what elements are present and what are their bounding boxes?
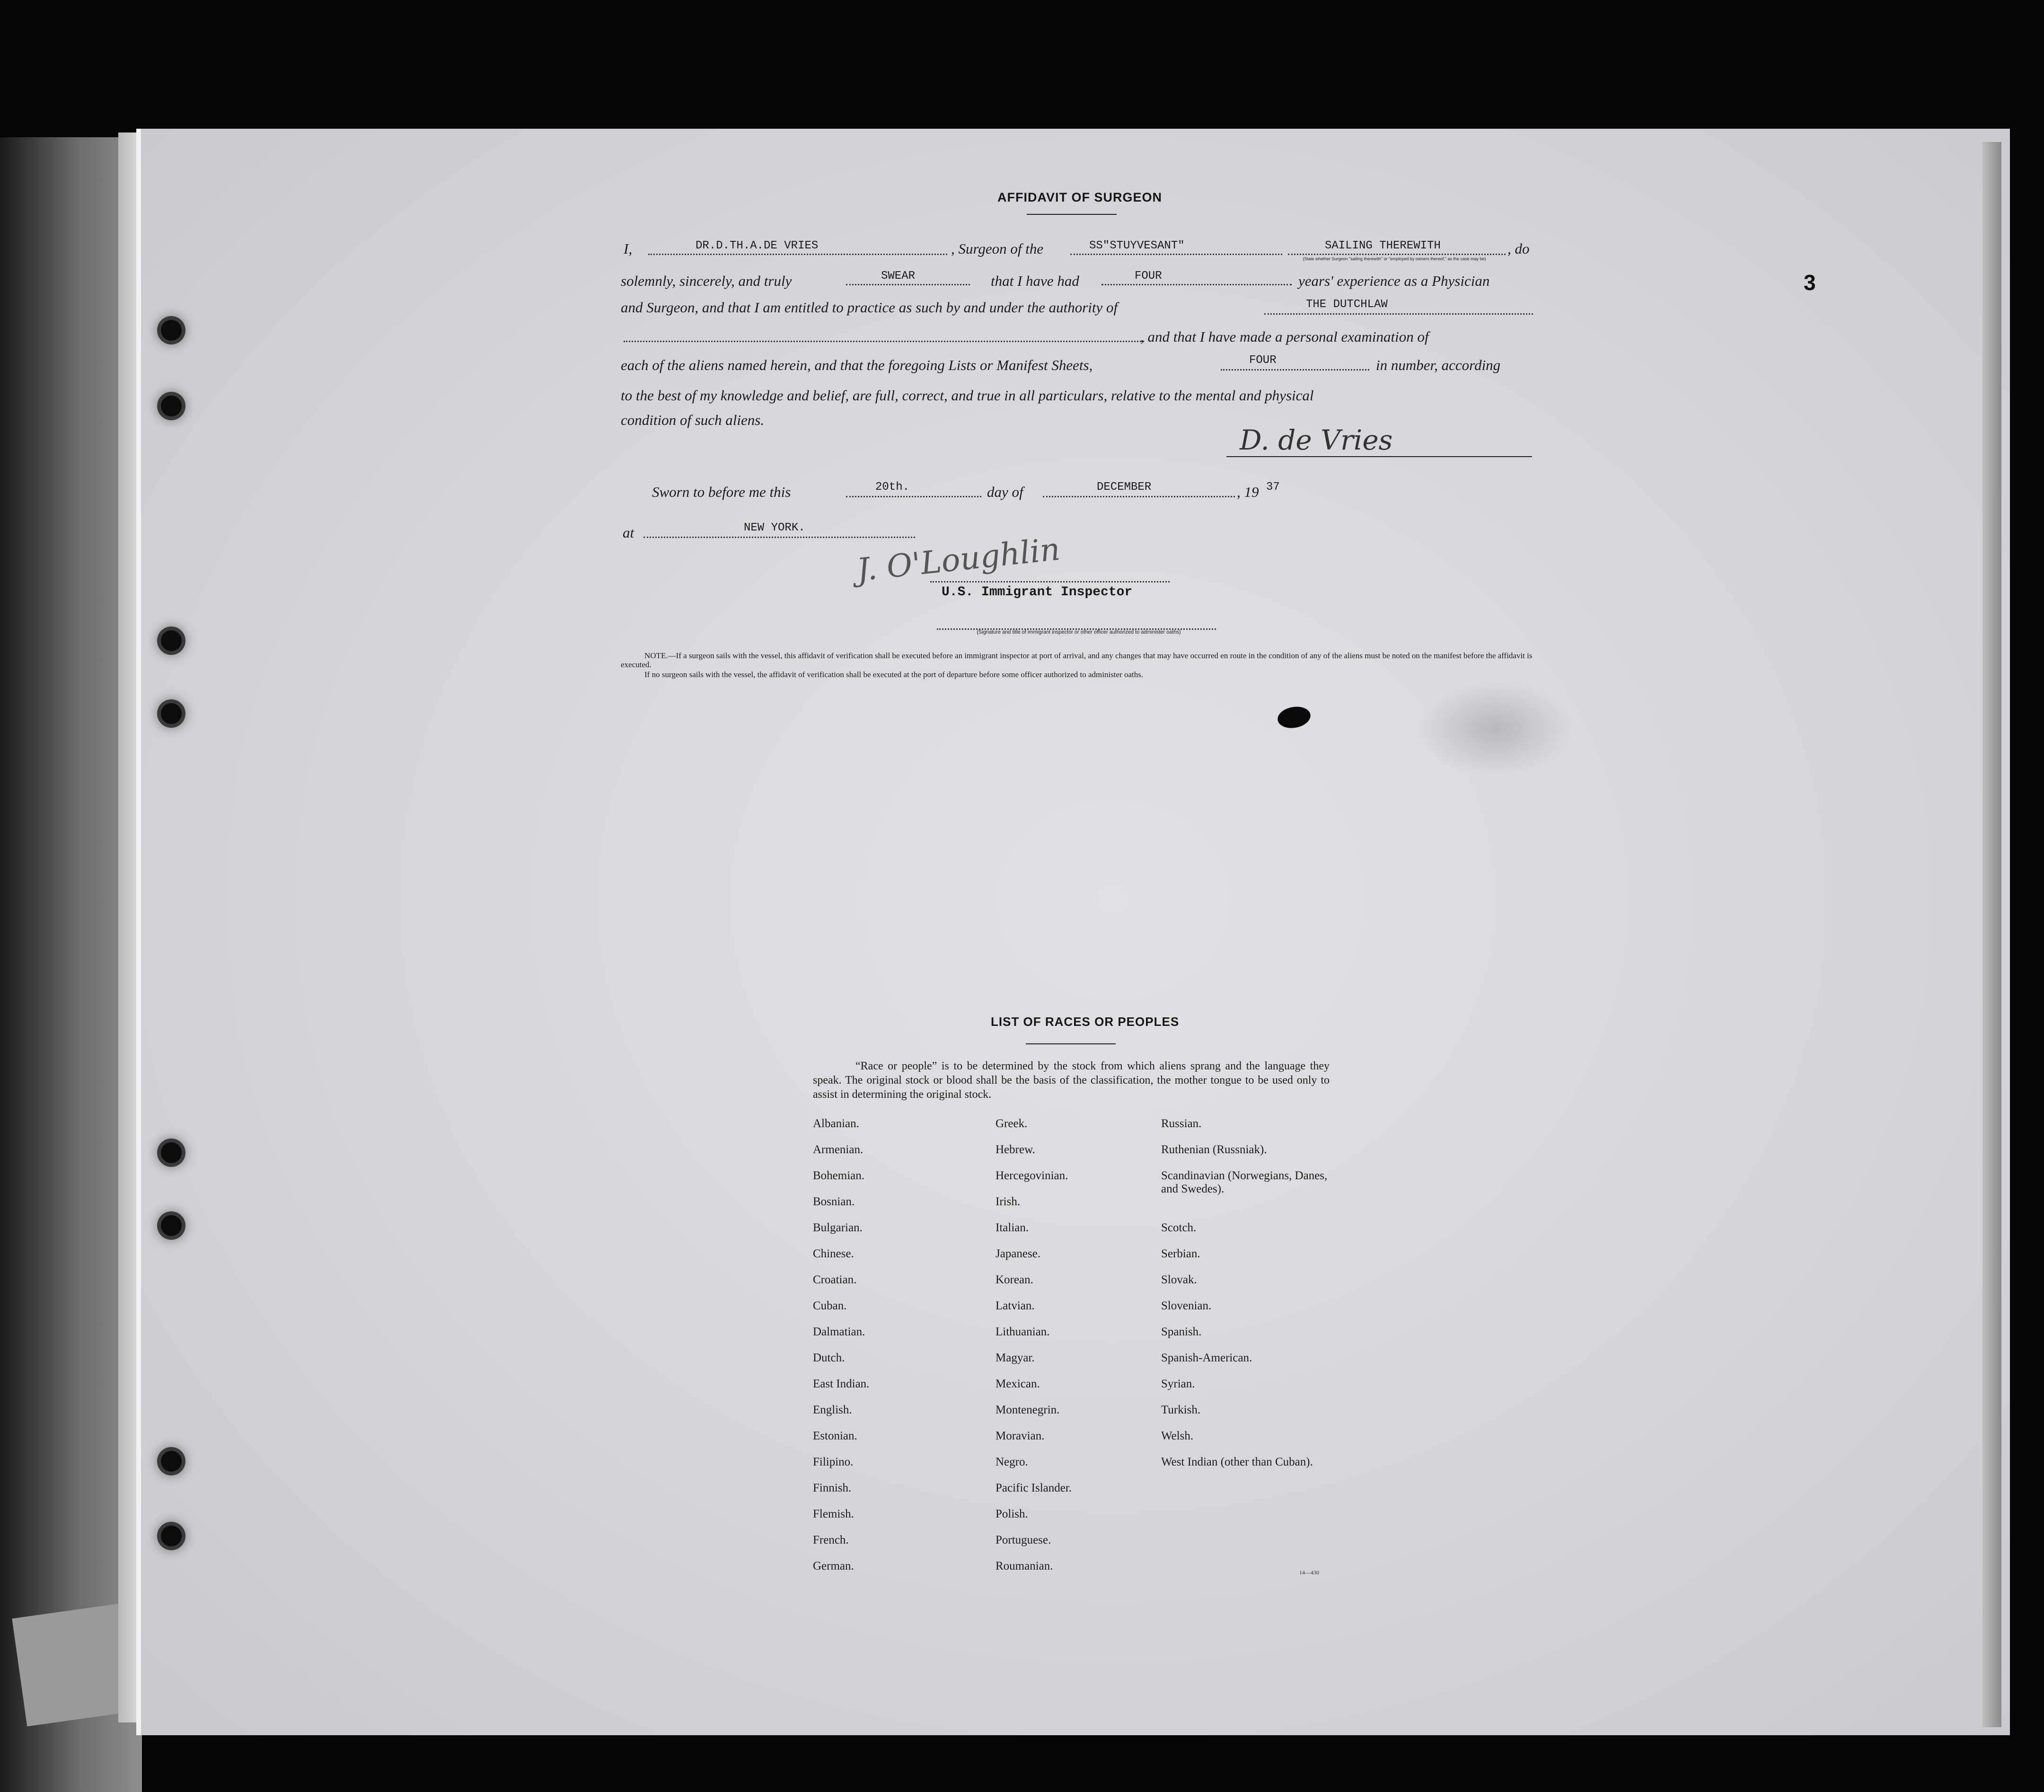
race-item: Spanish-American. bbox=[1161, 1351, 1252, 1364]
text-personal-exam: , and that I have made a personal examination of bbox=[1140, 328, 1429, 345]
race-item: Albanian. bbox=[813, 1117, 859, 1130]
race-item: Bulgarian. bbox=[813, 1221, 863, 1234]
text-sworn: Sworn to before me this bbox=[652, 484, 791, 500]
dotted-line bbox=[643, 537, 915, 538]
dotted-line bbox=[846, 496, 981, 497]
race-item: Bohemian. bbox=[813, 1169, 865, 1182]
race-item: Korean. bbox=[996, 1273, 1033, 1286]
race-item: Irish. bbox=[996, 1195, 1021, 1208]
punch-hole bbox=[161, 703, 182, 724]
manifest-sheets: FOUR bbox=[1249, 354, 1277, 367]
race-item: Mexican. bbox=[996, 1377, 1040, 1390]
surgeon-signature: D. de Vries bbox=[1240, 424, 1393, 456]
race-item: Pacific Islander. bbox=[996, 1482, 1072, 1494]
race-item: English. bbox=[813, 1404, 852, 1416]
race-item: Moravian. bbox=[996, 1430, 1045, 1442]
punch-hole bbox=[161, 1526, 182, 1546]
race-item: Hercegovinian. bbox=[996, 1169, 1068, 1182]
races-intro: “Race or people” is to be determined by the stock from which aliens sprang and the language they speak. The original stock or blood shall be the basis of the classification, the mother tongue to be used only to assist in determining the original stock. bbox=[813, 1060, 1330, 1101]
race-item: Chinese. bbox=[813, 1247, 854, 1260]
race-item: Latvian. bbox=[996, 1299, 1035, 1312]
races-title-rule bbox=[1026, 1043, 1116, 1044]
race-item: Dutch. bbox=[813, 1351, 845, 1364]
dotted-line bbox=[930, 581, 1170, 583]
affidavit-title: AFFIDAVIT OF SURGEON bbox=[997, 190, 1162, 204]
text-do: , do bbox=[1507, 240, 1530, 257]
race-item: Turkish. bbox=[1161, 1404, 1201, 1416]
race-item: Portuguese. bbox=[996, 1534, 1051, 1546]
note-paragraph-1: NOTE.—If a surgeon sails with the vessel, this affidavit of verification shall be executed before an immigrant inspector at port of arrival, and any changes that may have occurred en route in the condition of any of the aliens must be noted on the manifest before the affidavit is executed. bbox=[621, 651, 1533, 669]
text-that-had: that I have had bbox=[991, 273, 1079, 289]
race-item: Flemish. bbox=[813, 1508, 854, 1520]
sworn-place: NEW YORK. bbox=[744, 521, 805, 534]
text-at: at bbox=[623, 524, 634, 541]
race-item: Croatian. bbox=[813, 1273, 857, 1286]
dotted-line bbox=[1070, 254, 1282, 255]
race-item: Russian. bbox=[1161, 1117, 1202, 1130]
race-item: German. bbox=[813, 1560, 854, 1572]
form-number: 14—430 bbox=[1299, 1569, 1319, 1576]
punch-hole bbox=[161, 1451, 182, 1472]
race-item: Montenegrin. bbox=[996, 1404, 1060, 1416]
dotted-line bbox=[1264, 313, 1533, 315]
title-rule bbox=[1027, 214, 1117, 215]
oath-type: SWEAR bbox=[881, 270, 916, 282]
dotted-line bbox=[1288, 254, 1506, 255]
text-in-number: in number, according bbox=[1376, 357, 1501, 373]
punch-hole bbox=[161, 1215, 182, 1236]
race-item: East Indian. bbox=[813, 1377, 870, 1390]
punch-hole bbox=[161, 396, 182, 416]
race-item: Negro. bbox=[996, 1456, 1028, 1468]
surgeon-name: DR.D.TH.A.DE VRIES bbox=[696, 239, 819, 252]
race-item: Syrian. bbox=[1161, 1377, 1195, 1390]
dotted-line bbox=[846, 284, 970, 285]
text-years-exp: years' experience as a Physician bbox=[1298, 273, 1490, 289]
text-surgeon-of: , Surgeon of the bbox=[951, 240, 1044, 257]
race-item: Spanish. bbox=[1161, 1325, 1202, 1338]
punch-hole bbox=[161, 320, 182, 341]
race-item: Bosnian. bbox=[813, 1195, 855, 1208]
page-edge-right bbox=[1982, 142, 2001, 1727]
race-item: Italian. bbox=[996, 1221, 1029, 1234]
surgeon-status: SAILING THEREWITH bbox=[1325, 239, 1441, 252]
races-title: LIST OF RACES OR PEOPLES bbox=[991, 1015, 1180, 1029]
note-paragraph-2: If no surgeon sails with the vessel, the affidavit of verification shall be executed at the port of departure before some officer authorized to administer oaths. bbox=[644, 670, 1144, 679]
race-item: Cuban. bbox=[813, 1299, 847, 1312]
signature-line bbox=[1226, 456, 1532, 457]
race-item: Welsh. bbox=[1161, 1430, 1194, 1442]
sworn-month: DECEMBER bbox=[1097, 481, 1152, 494]
text-solemnly: solemnly, sincerely, and truly bbox=[621, 273, 792, 289]
sworn-day: 20th. bbox=[875, 481, 910, 494]
inspector-note: (Signature and title of immigrant inspector or other officer authorized to administer oaths) bbox=[977, 629, 1181, 635]
race-item: Finnish. bbox=[813, 1482, 852, 1494]
punch-hole bbox=[161, 1142, 182, 1163]
dotted-line bbox=[648, 254, 947, 255]
page-number: 3 bbox=[1804, 270, 1816, 295]
dotted-line bbox=[1221, 369, 1369, 371]
status-note: (State whether Surgeon "sailing therewith" or "employed by owners thereof," as the case may be) bbox=[1303, 256, 1486, 261]
text-i: I, bbox=[624, 240, 633, 257]
text-year-prefix: , 19 bbox=[1237, 484, 1259, 500]
race-item: Greek. bbox=[996, 1117, 1028, 1130]
race-item: West Indian (other than Cuban). bbox=[1161, 1456, 1313, 1468]
race-item: Ruthenian (Russniak). bbox=[1161, 1143, 1267, 1156]
inspector-signature: J. O'Loughlin bbox=[855, 530, 1062, 589]
inspector-title: U.S. Immigrant Inspector bbox=[942, 585, 1133, 600]
race-item: Scotch. bbox=[1161, 1221, 1197, 1234]
race-item: Roumanian. bbox=[996, 1560, 1053, 1572]
authority: THE DUTCHLAW bbox=[1306, 298, 1388, 311]
vessel-name: SS"STUYVESANT" bbox=[1089, 239, 1185, 252]
race-item: Magyar. bbox=[996, 1351, 1035, 1364]
race-item: French. bbox=[813, 1534, 849, 1546]
race-item: Scandinavian (Norwegians, Danes, and Swedes). bbox=[1161, 1169, 1328, 1195]
punch-hole bbox=[161, 630, 182, 651]
race-item: Hebrew. bbox=[996, 1143, 1035, 1156]
race-item: Dalmatian. bbox=[813, 1325, 865, 1338]
years-experience: FOUR bbox=[1135, 270, 1162, 282]
race-item: Estonian. bbox=[813, 1430, 857, 1442]
race-item: Polish. bbox=[996, 1508, 1028, 1520]
text-condition: condition of such aliens. bbox=[621, 412, 765, 428]
text-day-of: day of bbox=[987, 484, 1023, 500]
text-each-alien: each of the aliens named herein, and that the foregoing Lists or Manifest Sheets, bbox=[621, 357, 1093, 373]
text-best-knowledge: to the best of my knowledge and belief, are full, correct, and true in all particulars, relative to the mental and physical bbox=[621, 387, 1314, 404]
race-item: Japanese. bbox=[996, 1247, 1041, 1260]
race-item: Slovenian. bbox=[1161, 1299, 1212, 1312]
dotted-line bbox=[1043, 496, 1235, 497]
dotted-line bbox=[1101, 284, 1292, 285]
smudge bbox=[1419, 681, 1571, 776]
race-item: Filipino. bbox=[813, 1456, 854, 1468]
race-item: Armenian. bbox=[813, 1143, 863, 1156]
race-item: Lithuanian. bbox=[996, 1325, 1050, 1338]
race-item: Slovak. bbox=[1161, 1273, 1197, 1286]
race-item: Serbian. bbox=[1161, 1247, 1200, 1260]
text-and-surgeon: and Surgeon, and that I am entitled to practice as such by and under the authority of bbox=[621, 299, 1118, 316]
sworn-year: 37 bbox=[1266, 481, 1280, 494]
dotted-line bbox=[624, 341, 1144, 342]
